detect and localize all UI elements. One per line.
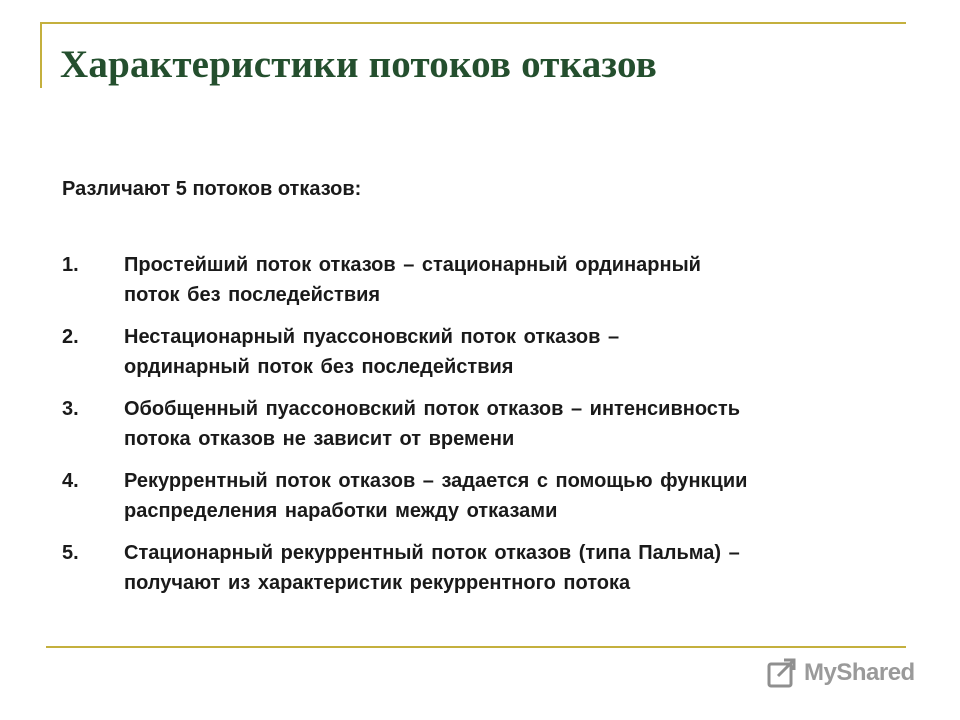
item-number: 5.: [62, 542, 79, 564]
item-text-line: получают из характеристик рекуррентного потока: [124, 572, 631, 594]
list-item: [62, 394, 902, 454]
list-item: [62, 538, 902, 598]
top-rule: [40, 22, 906, 24]
item-text-line: ординарный поток без последействия: [124, 356, 514, 378]
bottom-rule: [46, 646, 906, 648]
item-number: 2.: [62, 326, 79, 348]
item-text-line: Рекуррентный поток отказов – задается с помощью функции: [124, 470, 748, 492]
item-number: 3.: [62, 398, 79, 420]
item-number: 4.: [62, 470, 79, 492]
list-item: [62, 250, 902, 310]
share-box-icon: [766, 656, 798, 690]
left-rule: [40, 22, 42, 88]
watermark-text: MyShared: [804, 659, 915, 686]
list-item: [62, 322, 902, 382]
failure-flow-list: [62, 250, 902, 610]
item-text-line: Простейший поток отказов – стационарный ординарный: [124, 254, 701, 276]
myshared-watermark[interactable]: [766, 656, 915, 690]
item-text-line: распределения наработки между отказами: [124, 500, 558, 522]
item-text-line: Стационарный рекуррентный поток отказов (типа Пальма) –: [124, 542, 740, 564]
intro-text: Различают 5 потоков отказов:: [62, 178, 362, 200]
item-text-line: потока отказов не зависит от времени: [124, 428, 515, 450]
item-number: 1.: [62, 254, 79, 276]
item-text-line: Обобщенный пуассоновский поток отказов – интенсивность: [124, 398, 740, 420]
item-text-line: Нестационарный пуассоновский поток отказов –: [124, 326, 620, 348]
item-text-line: поток без последействия: [124, 284, 381, 306]
list-item: [62, 466, 902, 526]
slide-title: Характеристики потоков отказов: [60, 43, 658, 86]
